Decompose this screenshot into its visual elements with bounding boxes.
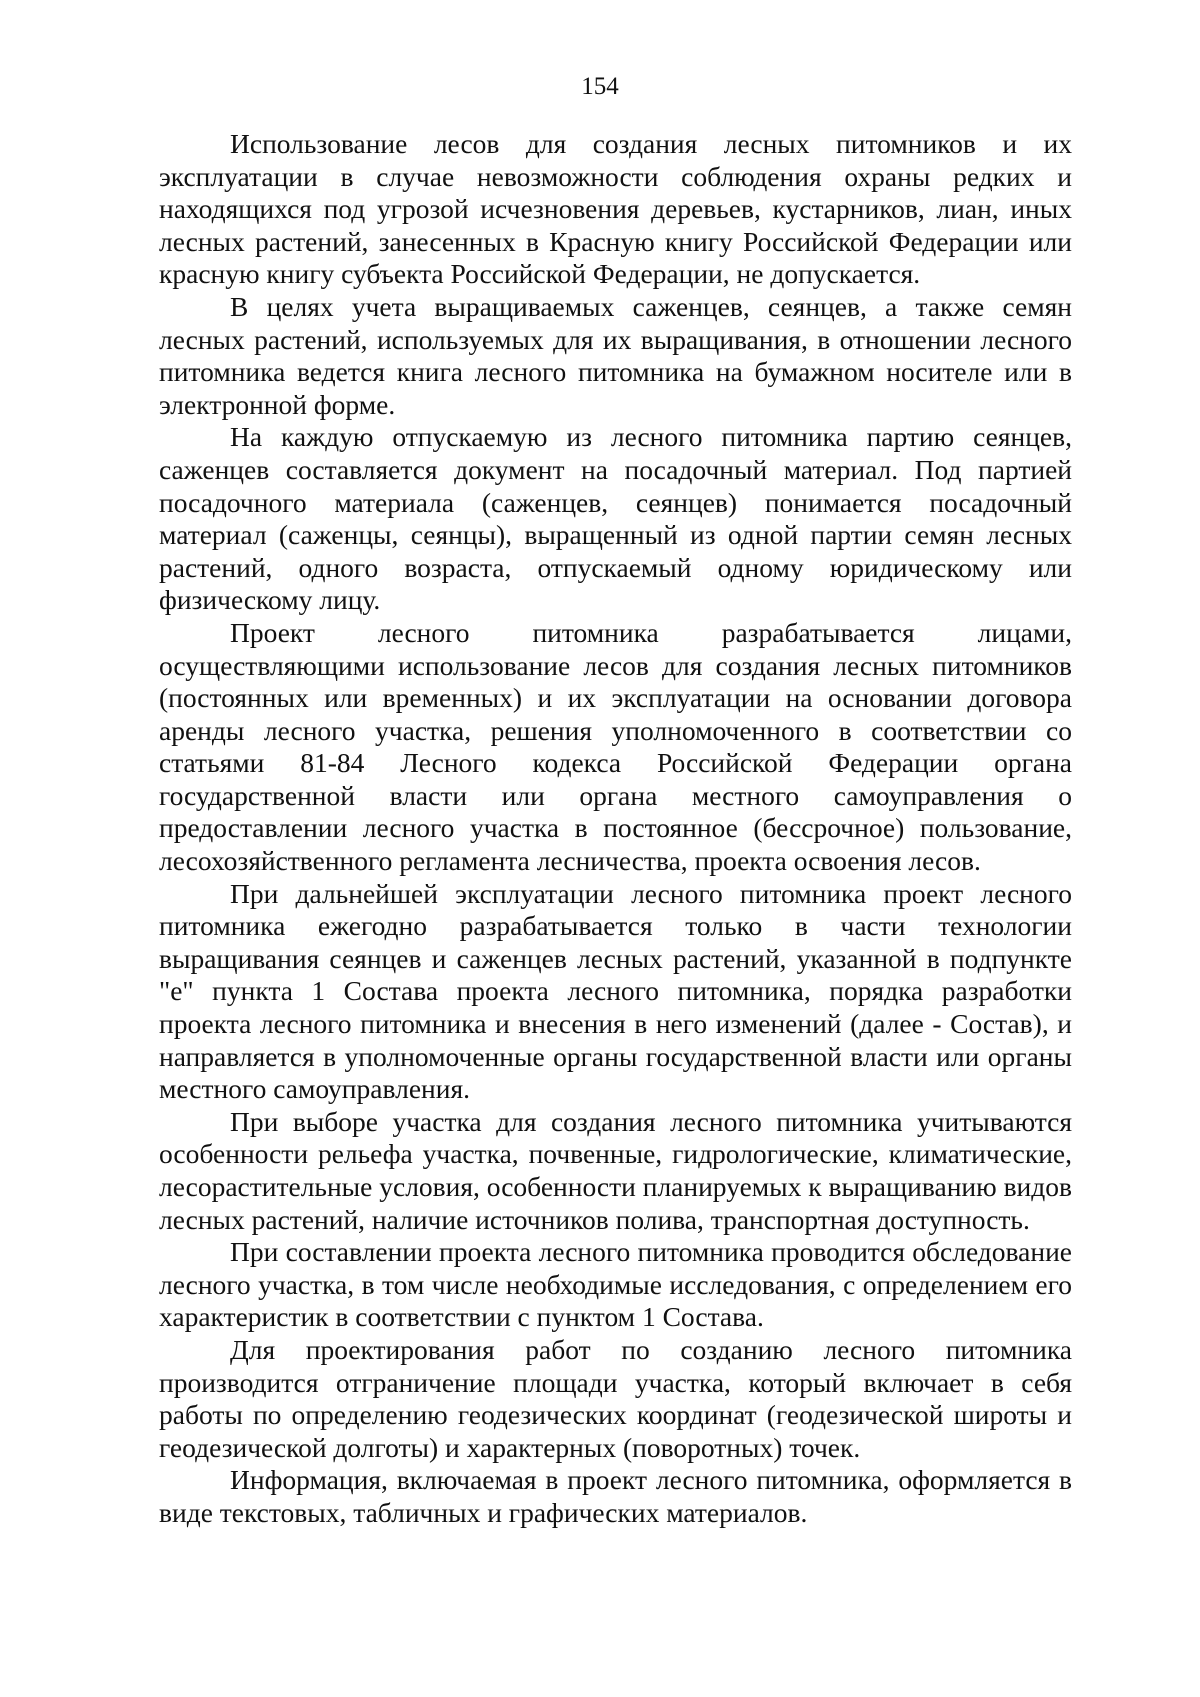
document-body [159,128,1072,1530]
paragraph: Использование лесов для создания лесных питомников и их эксплуатации в случае невозможности соблюдения охраны редких и находящихся под угрозой исчезновения деревьев, кустарников, лиан, иных лесных растений, занесенных в Красную книгу Российской Федерации или красную книгу субъекта Российской Федерации, не допускается. [159,128,1072,290]
paragraph: Информация, включаемая в проект лесного питомника, оформляется в виде текстовых, табличных и графических материалов. [159,1464,1072,1528]
paragraph: Для проектирования работ по созданию лесного питомника производится отграничение площади участка, который включает в себя работы по определению геодезических координат (геодезической широты и геодезической долготы) и характерных (поворотных) точек. [159,1333,1072,1463]
paragraph: При составлении проекта лесного питомника проводится обследование лесного участка, в том числе необходимые исследования, с определением его характеристик в соответствии с пунктом 1 Состава. [159,1236,1072,1333]
paragraph: Проект лесного питомника разрабатывается лицами, осуществляющими использование лесов для создания лесных питомников (постоянных или временных) и их эксплуатации на основании договора аренды лесного участка, решения уполномоченного в соответствии со статьями 81-84 Лесного кодекса Российской Федерации органа государственной власти или органа местного самоуправления о предоставлении лесного участка в постоянное (бессрочное) пользование, лесохозяйственного регламента лесничества, проекта освоения лесов. [159,616,1072,877]
paragraph: При выборе участка для создания лесного питомника учитываются особенности рельефа участка, почвенные, гидрологические, климатические, лесорастительные условия, особенности планируемых к выращиванию видов лесных растений, наличие источников полива, транспортная доступность. [159,1105,1072,1235]
page-number: 154 [581,73,619,100]
paragraph: При дальнейшей эксплуатации лесного питомника проект лесного питомника ежегодно разрабатывается только в части технологии выращивания сеянцев и саженцев лесных растений, указанной в подпункте "е" пункта 1 Состава проекта лесного питомника, порядка разработки проекта лесного питомника и внесения в него изменений (далее - Состав), и направляется в уполномоченные органы государственной власти или органы местного самоуправления. [159,877,1072,1105]
paragraph: В целях учета выращиваемых саженцев, сеянцев, а также семян лесных растений, используемых для их выращивания, в отношении лесного питомника ведется книга лесного питомника на бумажном носителе или в электронной форме. [159,290,1072,420]
paragraph: На каждую отпускаемую из лесного питомника партию сеянцев, саженцев составляется документ на посадочный материал. Под партией посадочного материала (саженцев, сеянцев) понимается посадочный материал (саженцы, сеянцы), выращенный из одной партии семян лесных растений, одного возраста, отпускаемый одному юридическому или физическому лицу. [159,421,1072,616]
